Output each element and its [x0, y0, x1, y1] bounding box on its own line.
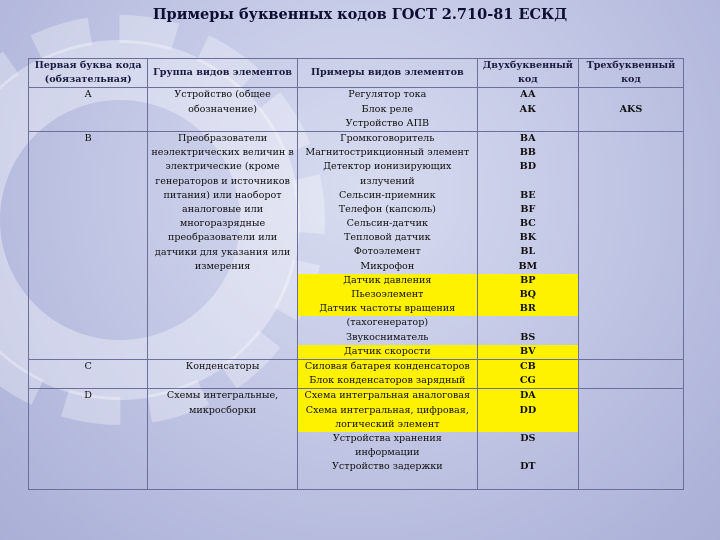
example-item: Фотоэлемент [353, 246, 421, 258]
example-item: Устройство АПВ [345, 117, 430, 129]
letter-c: C [29, 359, 148, 388]
header-group: Группа видов элементов [148, 59, 298, 88]
code-item: BD [519, 161, 537, 173]
example-item: Сельсин-приемник [339, 189, 436, 201]
table-row-group-d [29, 389, 684, 489]
example-item: излучений [360, 175, 415, 187]
example-item-highlighted: Датчик давления [298, 274, 477, 288]
group-b-code3 [578, 131, 683, 359]
example-item-highlighted: Схема интегральная, цифровая, [298, 404, 477, 418]
table-row-group-c [29, 359, 684, 388]
code-item: BS [520, 331, 536, 343]
example-item: Тепловой датчик [344, 232, 431, 244]
example-item: (тахогенератор) [346, 317, 429, 329]
group-d-codes [477, 389, 578, 489]
group-b-name: Преобразователи неэлектрических величин в электрические (кроме генераторов и источников питания) или наоборот аналоговые или многоразрядные преобразователи или датчики для указания или измерения [148, 131, 298, 359]
example-item-highlighted: Пьезоэлемент [298, 288, 477, 302]
letter-b: В [29, 131, 148, 359]
table-row-group-a [29, 88, 684, 132]
example-item-highlighted: Блок конденсаторов зарядный [298, 374, 477, 388]
code-item: BE [520, 189, 536, 201]
group-b-examples [297, 131, 477, 359]
code-item: ВА [519, 132, 536, 144]
group-c-examples [297, 359, 477, 388]
code-item: BC [519, 218, 536, 230]
group-c-codes [477, 359, 578, 388]
code-item-highlighted: BV [478, 345, 578, 359]
group-d-examples [297, 389, 477, 489]
header-three-letter: Трехбуквенный код [578, 59, 683, 88]
group-a-name: Устройство (общее обозначение) [148, 88, 298, 132]
code-item: BM [518, 260, 538, 272]
code-item-highlighted: CB [478, 360, 578, 374]
group-c-name: Конденсаторы [148, 359, 298, 388]
example-item: Звукосниматель [346, 331, 429, 343]
group-a-examples [297, 88, 477, 132]
code-item-highlighted: BR [478, 302, 578, 316]
code-item-highlighted: BP [478, 274, 578, 288]
code-item-highlighted [478, 418, 578, 432]
code-item [478, 316, 578, 330]
group-a-codes [477, 88, 578, 132]
header-two-letter: Двухбуквенный код [477, 59, 578, 88]
code-item: BK [519, 232, 537, 244]
example-item: Устройства хранения [332, 432, 442, 444]
page-title: Примеры буквенных кодов ГОСТ 2.710-81 ЕСКД [152, 6, 568, 23]
empty-space [478, 474, 578, 488]
code-item: ВВ [519, 147, 536, 159]
letter-a: А [29, 88, 148, 132]
example-item-highlighted: Схема интегральная аналоговая [298, 389, 477, 403]
header-row [29, 59, 684, 88]
group-a-code3: AKS [578, 88, 683, 132]
code-item-highlighted: CG [478, 374, 578, 388]
code-item: АК [519, 103, 537, 115]
code-item [478, 175, 578, 189]
header-first-letter: Первая буква кода (обязательная) [29, 59, 148, 88]
code-item-highlighted: BQ [478, 288, 578, 302]
example-item: Громкоговоритель [340, 132, 435, 144]
example-item: Сельсин-датчик [346, 218, 429, 230]
code-item-highlighted: DD [478, 404, 578, 418]
code-item: DS [520, 432, 536, 444]
example-item-highlighted: Датчик частоты вращения [298, 302, 477, 316]
group-c-code3 [578, 359, 683, 388]
codes-table [28, 58, 684, 490]
example-item-highlighted: логический элемент [298, 418, 477, 432]
group-d-name: Схемы интегральные, микросборки [148, 389, 298, 489]
code-item: DT [520, 461, 536, 473]
group-b-codes [477, 131, 578, 359]
code-item: АА [520, 89, 536, 101]
table-row-group-b [29, 131, 684, 359]
example-item: Регулятор тока [348, 89, 427, 101]
code-item: BL [520, 246, 536, 258]
header-examples: Примеры видов элементов [297, 59, 477, 88]
example-item: Телефон (капсюль) [338, 203, 436, 215]
example-item: Микрофон [360, 260, 415, 272]
example-item: Магнитострикционный элемент [305, 147, 470, 159]
group-d-code3 [578, 389, 683, 489]
example-item-highlighted: Датчик скорости [298, 345, 477, 359]
code-item: BF [520, 203, 536, 215]
example-item: информации [355, 447, 420, 459]
example-item: Устройство задержки [331, 461, 443, 473]
code-item [478, 446, 578, 460]
letter-d: D [29, 389, 148, 489]
example-item: Детектор ионизирующих [323, 161, 452, 173]
example-item-highlighted: Силовая батарея конденсаторов [298, 360, 477, 374]
code-item-highlighted: DA [478, 389, 578, 403]
empty-space [298, 474, 477, 488]
example-item: Блок реле [361, 103, 414, 115]
